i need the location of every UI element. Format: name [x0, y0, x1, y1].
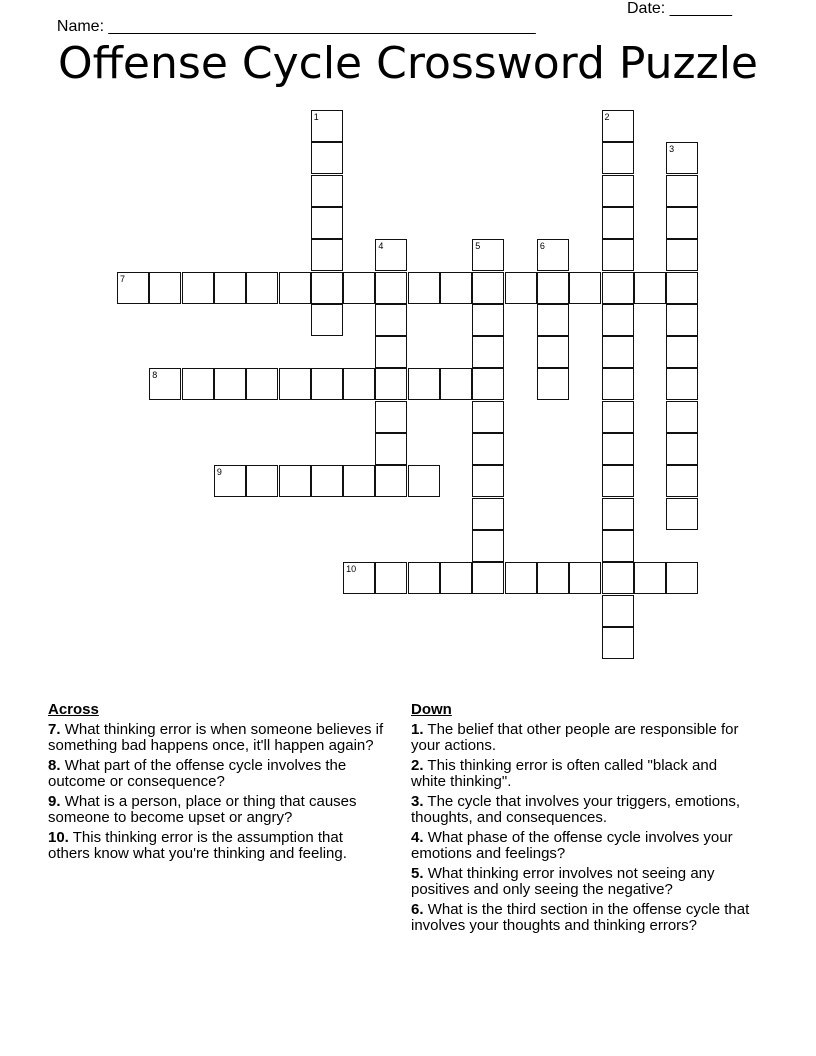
crossword-cell[interactable] [246, 368, 278, 400]
clue-number-label: 2 [604, 112, 610, 122]
crossword-cell[interactable] [602, 498, 634, 530]
clue-number: 10. [48, 828, 69, 846]
crossword-cell[interactable] [311, 175, 343, 207]
clue-across [48, 794, 388, 827]
crossword-cell[interactable] [602, 336, 634, 368]
name-field[interactable]: Name: ________________________________________________ [56, 18, 536, 35]
crossword-cell[interactable] [634, 562, 666, 594]
crossword-cell[interactable] [117, 272, 149, 304]
crossword-cell[interactable] [602, 207, 634, 239]
crossword-cell[interactable] [666, 368, 698, 400]
crossword-cell[interactable] [472, 530, 504, 562]
crossword-cell[interactable] [602, 530, 634, 562]
crossword-cell[interactable] [311, 142, 343, 174]
crossword-cell[interactable] [311, 272, 343, 304]
crossword-cell[interactable] [666, 465, 698, 497]
crossword-cell[interactable] [311, 207, 343, 239]
crossword-cell[interactable] [246, 465, 278, 497]
crossword-cell[interactable] [408, 562, 440, 594]
crossword-cell[interactable] [537, 368, 569, 400]
crossword-cell[interactable] [472, 498, 504, 530]
crossword-cell[interactable] [343, 465, 375, 497]
crossword-cell[interactable] [602, 239, 634, 271]
crossword-cell[interactable] [602, 465, 634, 497]
crossword-cell[interactable] [602, 562, 634, 594]
crossword-cell[interactable] [537, 562, 569, 594]
clue-number: 7. [48, 720, 61, 738]
crossword-cell[interactable] [440, 562, 472, 594]
clue-down [411, 758, 751, 791]
crossword-cell[interactable] [375, 336, 407, 368]
date-field[interactable]: Date: _______ [627, 0, 732, 17]
crossword-cell[interactable] [666, 304, 698, 336]
clue-number-label: 9 [216, 467, 222, 478]
crossword-cell[interactable] [537, 239, 569, 271]
crossword-cell[interactable] [311, 110, 343, 142]
clue-across [48, 758, 388, 791]
crossword-cell[interactable] [375, 562, 407, 594]
crossword-cell[interactable] [666, 272, 698, 304]
crossword-cell[interactable] [408, 368, 440, 400]
clue-number: 5. [411, 864, 424, 882]
crossword-cell[interactable] [149, 368, 181, 400]
clue-number-label: 10 [346, 564, 357, 575]
clue-number: 1. [411, 720, 424, 738]
clue-number: 3. [411, 792, 424, 810]
clue-down [411, 830, 751, 863]
clue-number: 2. [411, 756, 424, 774]
clue-text: What is the third section in the offense cycle that involves your thoughts and thinking errors? [411, 900, 750, 934]
crossword-cell[interactable] [182, 368, 214, 400]
page-title: Offense Cycle Crossword Puzzle [57, 38, 758, 89]
clue-number: 9. [48, 792, 61, 810]
clue-number-label: 3 [669, 144, 675, 155]
clue-across [48, 722, 388, 755]
crossword-cell[interactable] [666, 433, 698, 465]
crossword-cell[interactable] [375, 239, 407, 271]
crossword-cell[interactable] [408, 272, 440, 304]
crossword-cell[interactable] [214, 368, 246, 400]
crossword-cell[interactable] [666, 498, 698, 530]
clue-down [411, 794, 751, 827]
clue-text: This thinking error is the assumption that others know what you're thinking and feeling. [48, 828, 347, 862]
clue-number: 8. [48, 756, 61, 774]
crossword-cell[interactable] [602, 433, 634, 465]
crossword-cell[interactable] [537, 304, 569, 336]
crossword-cell[interactable] [537, 272, 569, 304]
clue-across [48, 830, 388, 863]
crossword-cell[interactable] [440, 368, 472, 400]
clue-down [411, 902, 751, 935]
crossword-cell[interactable] [602, 175, 634, 207]
crossword-cell[interactable] [182, 272, 214, 304]
crossword-cell[interactable] [602, 142, 634, 174]
crossword-cell[interactable] [602, 304, 634, 336]
crossword-cell[interactable] [343, 272, 375, 304]
clue-number: 4. [411, 828, 424, 846]
crossword-cell[interactable] [634, 272, 666, 304]
crossword-cell[interactable] [505, 272, 537, 304]
clue-text: This thinking error is often called "black and white thinking". [411, 756, 718, 790]
crossword-cell[interactable] [472, 562, 504, 594]
clue-number-label: 4 [378, 241, 384, 252]
crossword-cell[interactable] [602, 595, 634, 627]
crossword-cell[interactable] [602, 110, 634, 142]
crossword-cell[interactable] [375, 304, 407, 336]
down-clues [411, 702, 751, 938]
clue-number-label: 7 [120, 273, 126, 284]
clue-text: What thinking error involves not seeing any positives and only seeing the negative? [411, 864, 715, 898]
across-heading: Across [48, 701, 99, 718]
crossword-cell[interactable] [408, 465, 440, 497]
crossword-cell[interactable] [472, 433, 504, 465]
crossword-cell[interactable] [375, 401, 407, 433]
across-clues [48, 702, 388, 866]
crossword-cell[interactable] [666, 239, 698, 271]
crossword-cell[interactable] [472, 272, 504, 304]
clue-text: The belief that other people are responsible for your actions. [411, 720, 739, 754]
crossword-cell[interactable] [214, 465, 246, 497]
crossword-cell[interactable] [279, 368, 311, 400]
crossword-cell[interactable] [666, 401, 698, 433]
clue-text: What is a person, place or thing that causes someone to become upset or angry? [48, 792, 357, 826]
crossword-cell[interactable] [375, 368, 407, 400]
crossword-cell[interactable] [602, 272, 634, 304]
down-heading: Down [411, 701, 452, 718]
crossword-cell[interactable] [311, 368, 343, 400]
crossword-cell[interactable] [602, 627, 634, 659]
clue-text: What thinking error is when someone believes if something bad happens once, it'll happen again? [48, 720, 384, 754]
crossword-cell[interactable] [472, 304, 504, 336]
crossword-cell[interactable] [666, 562, 698, 594]
crossword-cell[interactable] [666, 207, 698, 239]
crossword-cell[interactable] [311, 304, 343, 336]
crossword-cell[interactable] [311, 465, 343, 497]
crossword-cell[interactable] [505, 562, 537, 594]
clue-number-label: 1 [313, 112, 319, 122]
crossword-cell[interactable] [149, 272, 181, 304]
clue-text: What phase of the offense cycle involves your emotions and feelings? [411, 828, 733, 862]
clue-number: 6. [411, 900, 424, 918]
crossword-cell[interactable] [472, 239, 504, 271]
crossword-cell[interactable] [666, 142, 698, 174]
clue-text: The cycle that involves your triggers, emotions, thoughts, and consequences. [411, 792, 741, 826]
crossword-cell[interactable] [214, 272, 246, 304]
crossword-cell[interactable] [602, 368, 634, 400]
clue-down [411, 866, 751, 899]
crossword-cell[interactable] [472, 465, 504, 497]
crossword-cell[interactable] [472, 401, 504, 433]
crossword-cell[interactable] [440, 272, 472, 304]
crossword-cell[interactable] [375, 465, 407, 497]
crossword-cell[interactable] [472, 368, 504, 400]
crossword-cell[interactable] [246, 272, 278, 304]
crossword-cell[interactable] [375, 433, 407, 465]
crossword-cell[interactable] [279, 465, 311, 497]
clue-text: What part of the offense cycle involves the outcome or consequence? [48, 756, 347, 790]
clue-number-label: 8 [152, 370, 158, 381]
crossword-cell[interactable] [569, 562, 601, 594]
crossword-cell[interactable] [375, 272, 407, 304]
crossword-cell[interactable] [311, 239, 343, 271]
crossword-cell[interactable] [279, 272, 311, 304]
clue-down [411, 722, 751, 755]
crossword-cell[interactable] [472, 336, 504, 368]
crossword-cell[interactable] [602, 401, 634, 433]
crossword-cell[interactable] [343, 368, 375, 400]
crossword-cell[interactable] [569, 272, 601, 304]
crossword-cell[interactable] [666, 175, 698, 207]
crossword-cell[interactable] [537, 336, 569, 368]
clue-number-label: 6 [539, 241, 545, 252]
crossword-cell[interactable] [666, 336, 698, 368]
crossword-cell[interactable] [343, 562, 375, 594]
clue-number-label: 5 [475, 241, 481, 252]
